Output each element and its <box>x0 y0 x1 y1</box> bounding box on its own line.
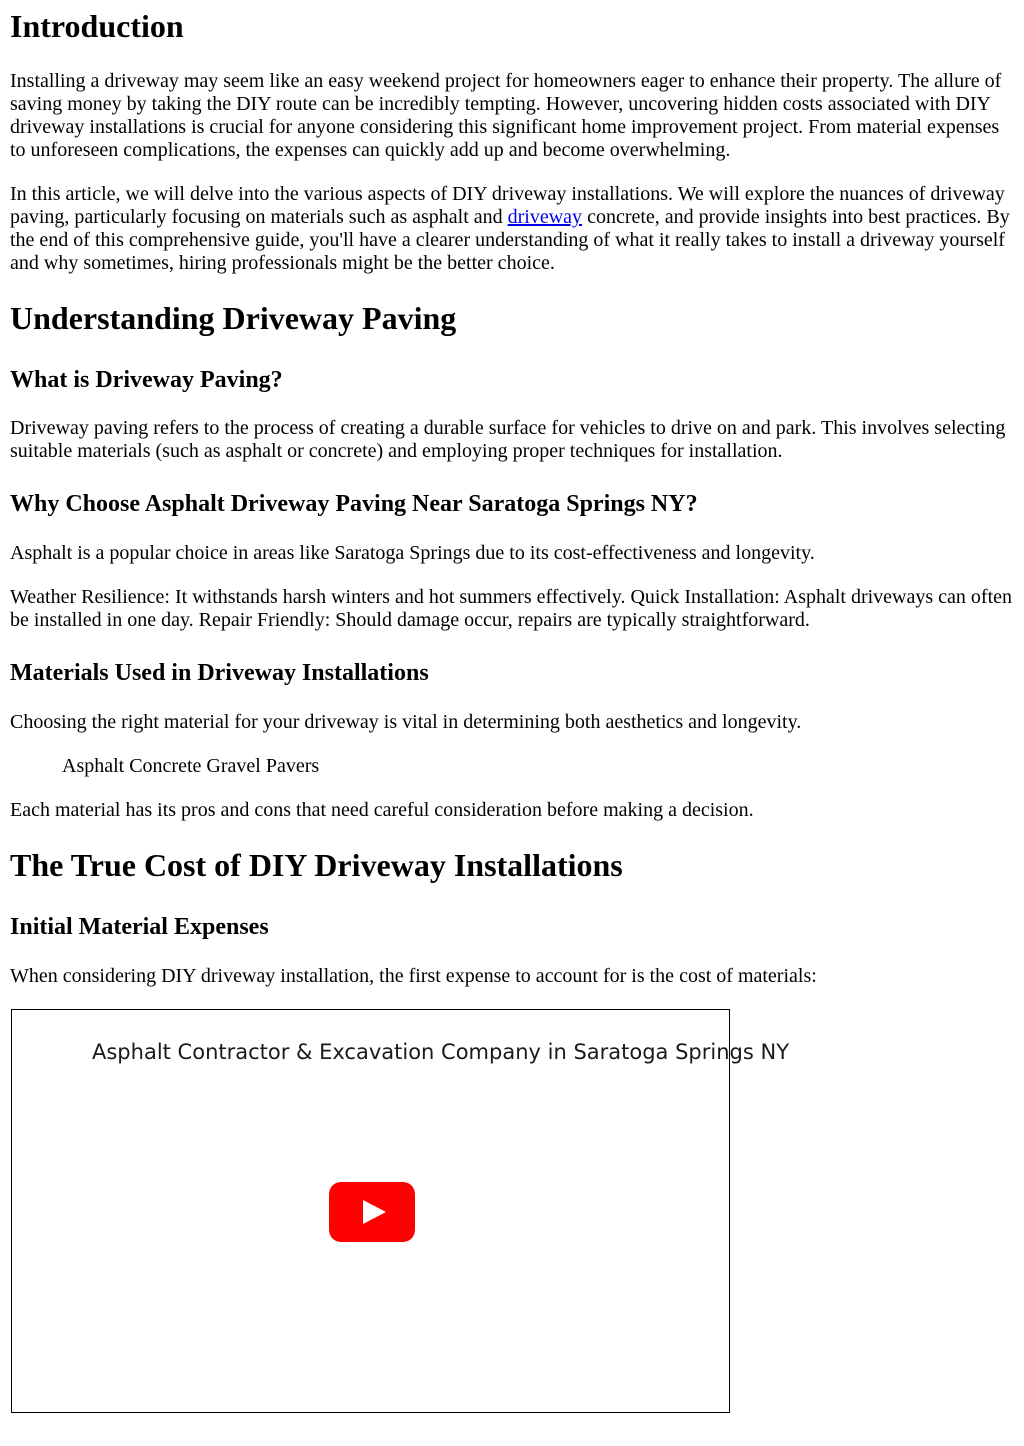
initial-expenses-paragraph: When considering DIY driveway installation, the first expense to account for is the cost of materials: <box>10 965 817 987</box>
materials-list-item: Pavers <box>265 755 320 777</box>
heading-why-choose-asphalt: Why Choose Asphalt Driveway Paving Near Saratoga Springs NY? <box>10 491 698 517</box>
materials-paragraph-1: Choosing the right material for your driveway is vital in determining both aesthetics and longevity. <box>10 711 802 733</box>
youtube-play-button[interactable] <box>328 1181 416 1243</box>
intro-paragraph-1: Installing a driveway may seem like an easy weekend project for homeowners eager to enhance their property. The allure of saving money by taking the DIY route can be incredibly tempting. However, uncovering hidden costs associated with DIY driveway installations is crucial for anyone considering this significant home improvement project. From material expenses to unforeseen complications, the expenses can quickly add up and become overwhelming. <box>10 70 1002 161</box>
heading-true-cost: The True Cost of DIY Driveway Installations <box>10 847 623 883</box>
intro-paragraph-2-start: In this article, we will delve into the various aspects of DIY driveway installations. We will explore the nuances of driveway paving, particularly focusing on materials such as asphalt and <box>10 183 1005 228</box>
video-title[interactable]: Asphalt Contractor & Excavation Company in Saratoga Springs NY <box>92 1040 790 1064</box>
youtube-play-icon[interactable] <box>328 1181 416 1243</box>
intro-paragraph-2-end: concrete, and provide insights into best practices. By the end of this comprehensive guide, you'll have a clearer understanding of what it really takes to install a driveway yourself and why sometimes, hiring professionals might be the better choice. <box>10 206 1010 274</box>
materials-paragraph-2: Each material has its pros and cons that need careful consideration before making a decision. <box>10 799 754 821</box>
materials-list-item: Gravel <box>206 755 261 777</box>
heading-understanding-driveway-paving: Understanding Driveway Paving <box>10 300 457 336</box>
driveway-link[interactable]: driveway <box>507 206 583 228</box>
heading-initial-material-expenses: Initial Material Expenses <box>10 914 269 940</box>
intro-paragraph-2 <box>10 183 1014 275</box>
heading-introduction: Introduction <box>10 8 184 44</box>
why-asphalt-paragraph-2: Weather Resilience: It withstands harsh winters and hot summers effectively. Quick Installation: Asphalt driveways can often be installed in one day. Repair Friendly: Should damage occur, repairs are typically straightforward. <box>10 586 1013 631</box>
materials-list-item: Concrete <box>129 755 202 777</box>
materials-list-item: Asphalt <box>62 755 125 777</box>
embedded-video[interactable] <box>11 1009 790 1413</box>
why-asphalt-paragraph-1: Asphalt is a popular choice in areas like Saratoga Springs due to its cost-effectiveness and longevity. <box>10 542 815 564</box>
what-is-paragraph: Driveway paving refers to the process of creating a durable surface for vehicles to drive on and park. This involves selecting suitable materials (such as asphalt or concrete) and employing proper techniques for installation. <box>10 417 1006 462</box>
heading-what-is-driveway-paving: What is Driveway Paving? <box>10 367 283 393</box>
materials-list <box>62 755 1014 778</box>
heading-materials-used: Materials Used in Driveway Installations <box>10 660 429 686</box>
